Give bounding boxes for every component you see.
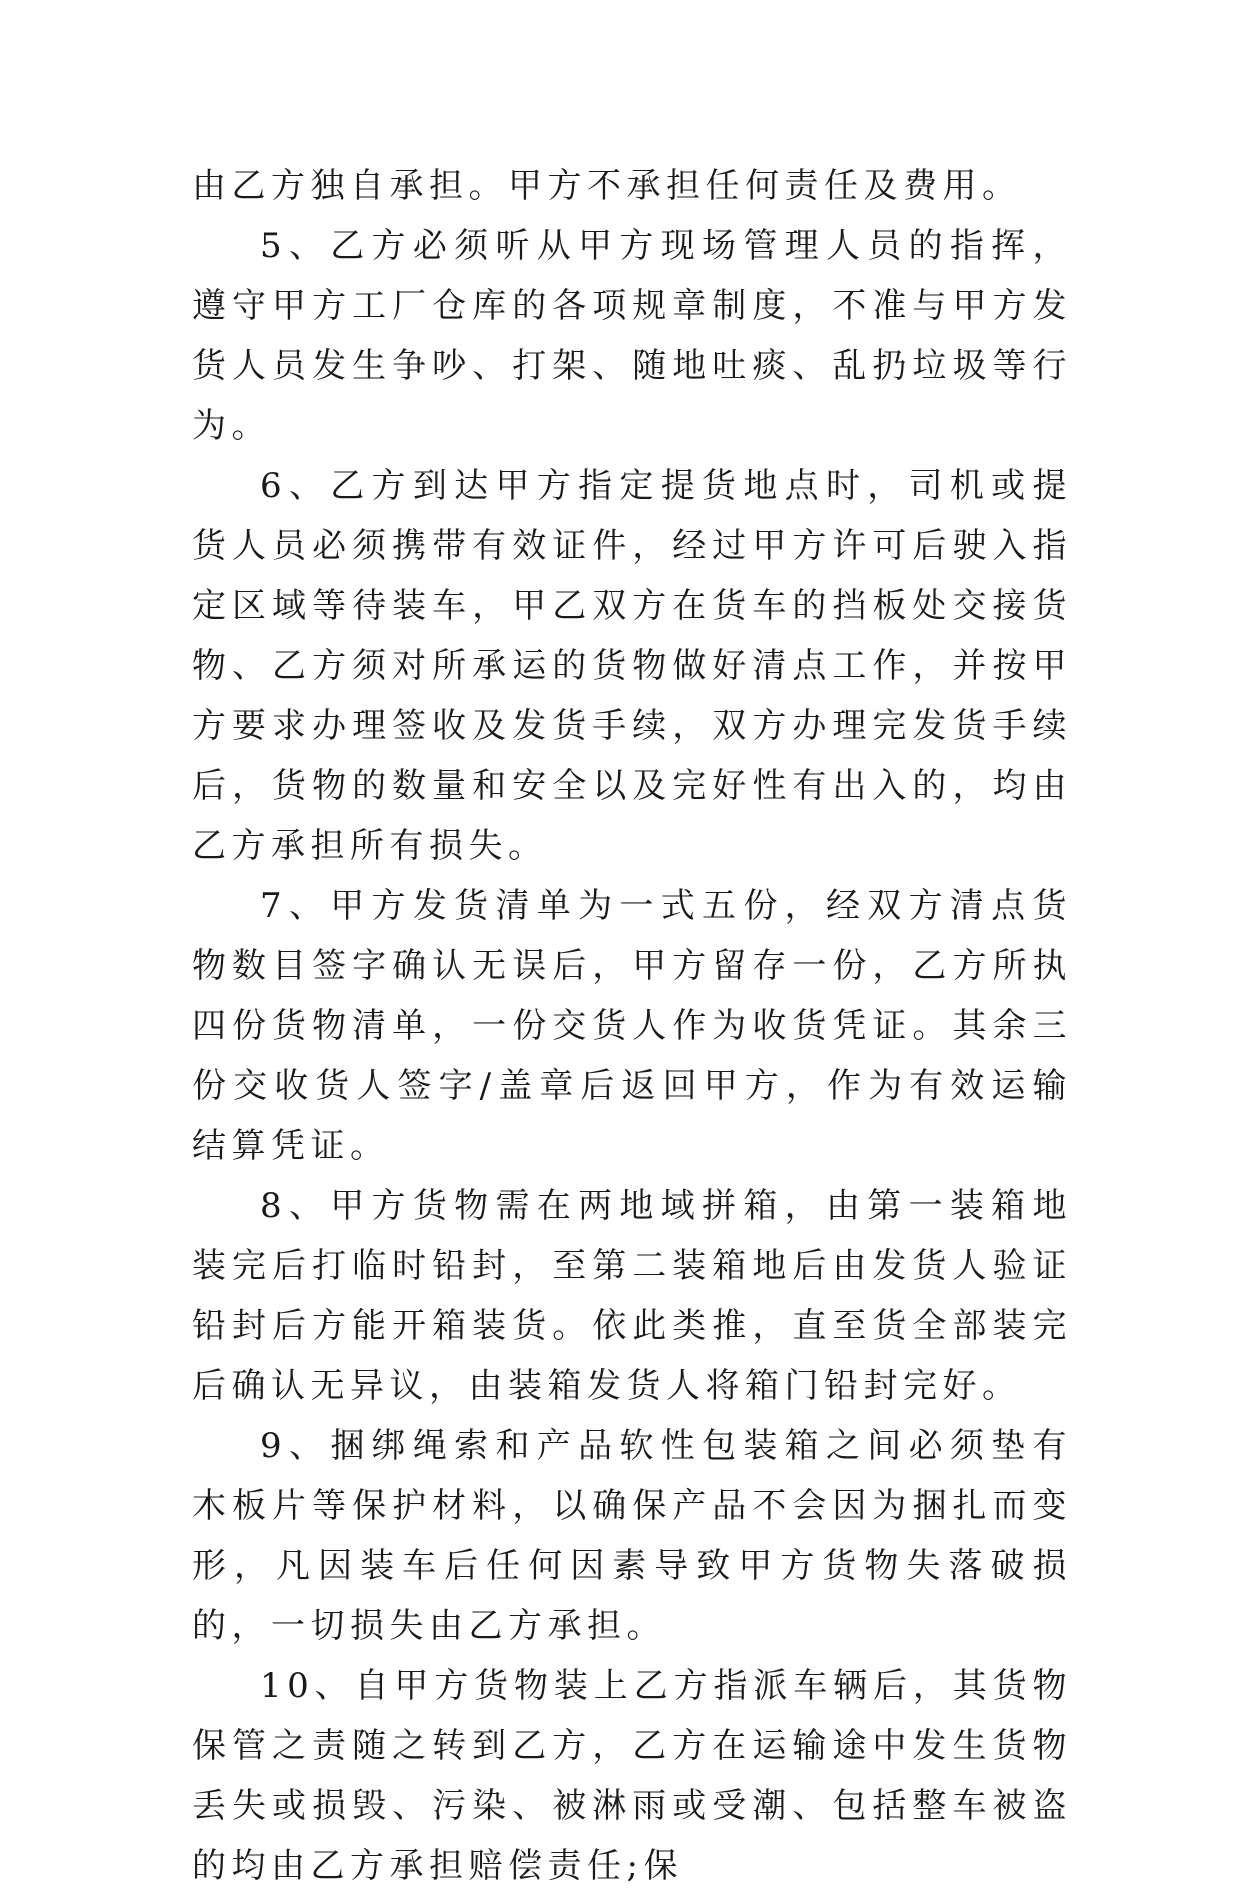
paragraph-clause-7: 7、甲方发货清单为一式五份，经双方清点货物数目签字确认无误后，甲方留存一份，乙方所执四份货物清单，一份交货人作为收货凭证。其余三份交收货人签字/盖章后返回甲方，作为有效运输结算凭证。 [192,886,1072,1166]
paragraph-continuation: 由乙方独自承担。甲方不承担任何责任及费用。 [192,166,1022,206]
paragraph-clause-5: 5、乙方必须听从甲方现场管理人员的指挥，遵守甲方工厂仓库的各项规章制度，不准与甲方发货人员发生争吵、打架、随地吐痰、乱扔垃圾等行为。 [192,226,1072,446]
paragraph-clause-6: 6、乙方到达甲方指定提货地点时，司机或提货人员必须携带有效证件，经过甲方许可后驶入指定区域等待装车，甲乙双方在货车的挡板处交接货物、乙方须对所承运的货物做好清点工作，并按甲方要求办理签收及发货手续，双方办理完发货手续后，货物的数量和安全以及完好性有出入的，均由乙方承担所有损失。 [192,466,1072,866]
paragraph-clause-10: 10、自甲方货物装上乙方指派车辆后，其货物保管之责随之转到乙方，乙方在运输途中发生货物丢失或损毁、污染、被淋雨或受潮、包括整车被盗的均由乙方承担赔偿责任;保 [192,1666,1072,1886]
document-body [192,156,1072,1896]
paragraph-clause-9: 9、捆绑绳索和产品软性包装箱之间必须垫有木板片等保护材料，以确保产品不会因为捆扎而变形，凡因装车后任何因素导致甲方货物失落破损的，一切损失由乙方承担。 [192,1426,1072,1646]
paragraph-clause-8: 8、甲方货物需在两地域拼箱，由第一装箱地装完后打临时铅封，至第二装箱地后由发货人验证铅封后方能开箱装货。依此类推，直至货全部装完后确认无异议，由装箱发货人将箱门铅封完好。 [192,1186,1072,1406]
